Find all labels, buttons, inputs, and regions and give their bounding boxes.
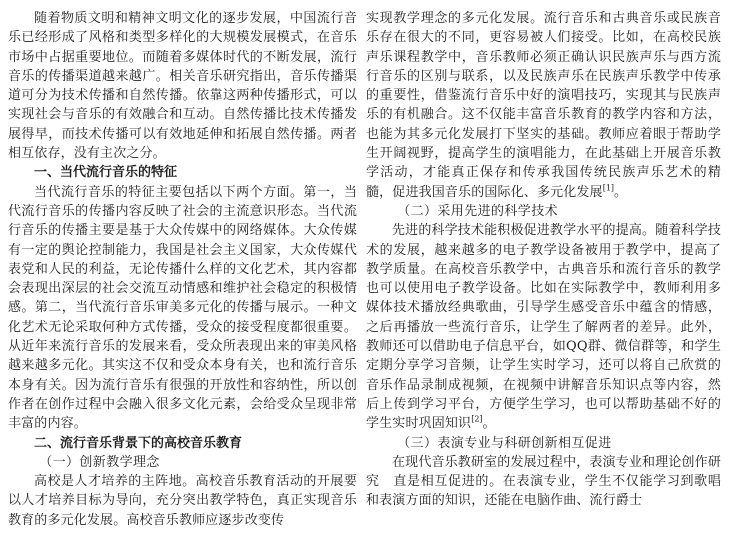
subsection-heading-1: （一）创新教学理念 [39, 454, 160, 470]
right-column [366, 9, 721, 511]
citation-ref-1: [1] [602, 183, 615, 193]
technology-paragraph-end: 。 [482, 416, 496, 432]
continued-paragraph [366, 9, 721, 202]
continued-paragraph-text: 实现教学理念的多元化发展。流行音乐和古典音乐或民族音乐存在很大的不同，更容易被人们接受。比如，在高校民族声乐课程教学中，音乐教师必须正确认识民族声乐与西方流行音乐的区别与联系，以及民族声乐在民族声乐教学中传承的重要性，借鉴流行音乐中好的演唱技巧，实现其与民族声乐的有机融合。这不仅能丰富音乐教育的教学内容和方法，也能为其多元化发展打下坚实的基础。教师应着眼于帮助学生开阔视野，提高学生的演唱能力，在此基础上开展音乐教学活动，才能真正保存和传承我国传统民族声乐艺术的精髓，促进我国音乐的国际化、多元化发展 [366, 11, 721, 200]
technology-paragraph-text: 先进的科学技术能积极促进教学水平的提高。随着科学技术的发展，越来越多的电子教学设备被用于教学中，提高了教学质量。在高校音乐教学中，古典音乐和流行音乐的教学也可以使用电子教学设备。比如在实际教学中，教师利用多媒体技术播放经典歌曲，引导学生感受音乐中蕴含的情感，之后再播放一些流行音乐，让学生了解两者的差异。此外，教师还可以借助电子信息平台，如QQ群、微信群等，和学生定期分享学习音频，让学生实时学习，还可以将自己欣赏的音乐作品录制成视频，在视频中讲解音乐知识点等内容，然后上传到学习平台，方便学生学习，也可以帮助基础不好的学生实时巩固知识 [366, 223, 721, 432]
research-paragraph: 在现代音乐教研室的发展过程中，表演专业和理论创作研究 直是相互促进的。在表演专业，学生不仅能学习到歌唱和表演方面的知识，还能在电脑作曲、流行爵士 [366, 454, 721, 509]
features-paragraph: 当代流行音乐的特征主要包括以下两个方面。第一，当代流行音乐的传播内容反映了社会的主流意识形态。当代流行音乐的传播主要是基于大众传媒中的网络媒体。大众传媒有一定的舆论控制能力，我国是社会主义国家，大众传媒代表党和人民的利益，无论传播什么样的文化艺术，其内容都会表现出深层的社会交流互动情感和维护社会稳定的积极情感。第二，当代流行音乐审美多元化的传播与展示。一种文化艺术无论采取何种方式传播，受众的接受程度都很重要。从近年来流行音乐的发展来看，受众所表现出来的审美风格越来越多元化。其实这不仅和受众本身有关，也和流行音乐本身有关。因为流行音乐有很强的开放性和容纳性，所以创作者在创作过程中会融入很多文化元素，会给受众呈现非常丰富的内容。 [8, 184, 357, 432]
intro-paragraph: 随着物质文明和精神文明文化的逐步发展，中国流行音乐已经形成了风格和类型多样化的大规模发展模式，在音乐市场中占据重要地位。而随着多媒体时代的不断发展，流行音乐的传播渠道越来越广。相关音乐研究指出，音乐传播渠道可分为技术传播和自然传播。依靠这两种传播形式，可以实现社会与音乐的有效融合和互动。自然传播比技术传播发展得早，而技术传播可以有效地延伸和拓展自然传播。两者相互依存，没有主次之分。 [8, 11, 357, 162]
continued-paragraph-end: 。 [614, 184, 628, 200]
subsection-heading-3: （三）表演专业与科研创新相互促进 [397, 435, 612, 451]
teaching-concept-paragraph: 高校是人才培养的主阵地。高校音乐教育活动的开展要以人才培养目标为导向，充分突出教学特色，真正实现音乐教育的多元化发展。高校音乐教师应逐步改变传 [8, 474, 357, 528]
technology-paragraph [366, 221, 721, 433]
section-heading-2: 二、流行音乐背景下的高校音乐教育 [34, 435, 243, 451]
left-column [8, 9, 357, 530]
citation-ref-2: [2] [471, 414, 483, 424]
section-heading-1: 一、当代流行音乐的特征 [34, 165, 178, 181]
subsection-heading-2: （二）采用先进的科学技术 [397, 203, 558, 219]
